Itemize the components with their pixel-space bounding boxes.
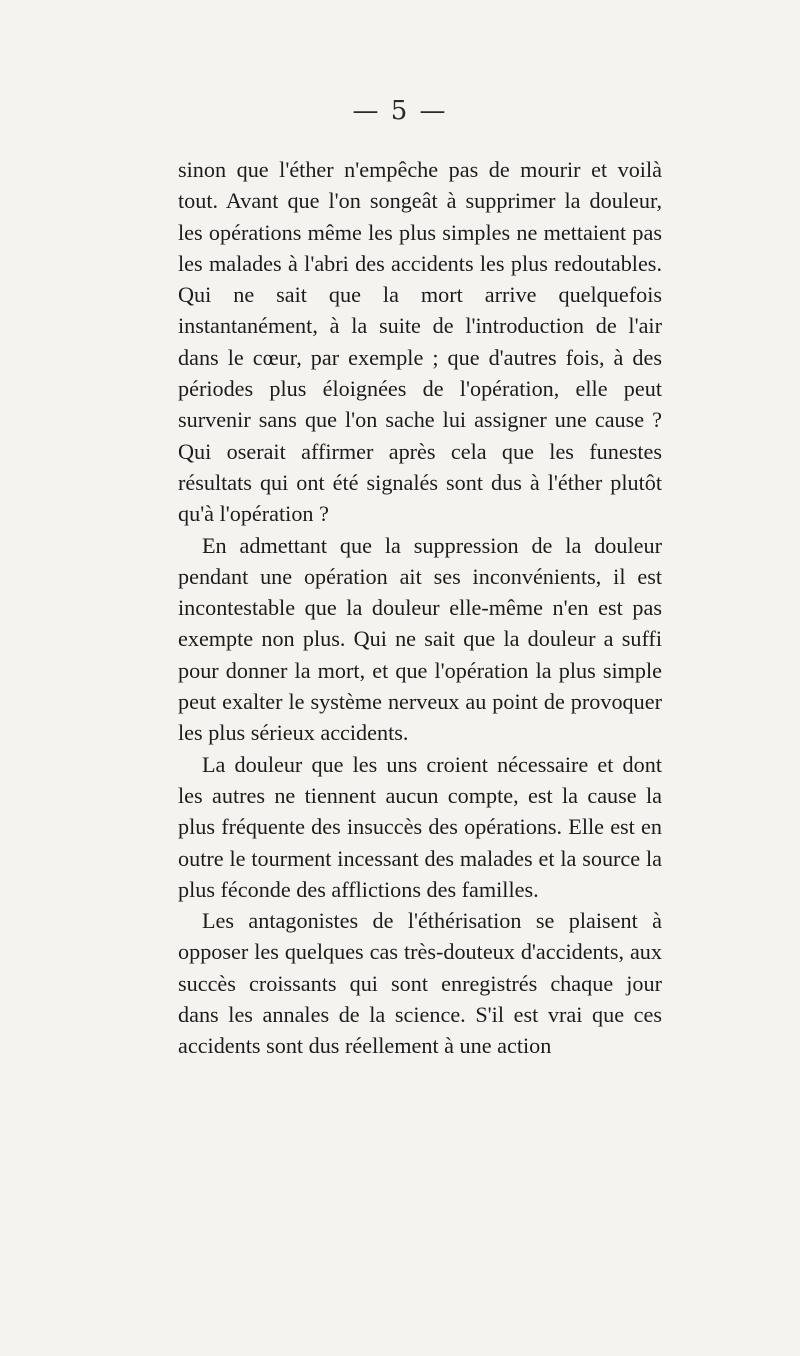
paragraph: La douleur que les uns croient nécessaire et dont les autres ne tiennent aucun compte, est la cause la plus fréquente des insuccès des opérations. Elle est en outre le tourment incessant des malades et la source la plus féconde des afflictions des familles. [178,751,662,902]
paragraph: En admettant que la suppression de la douleur pendant une opération ait ses inconvénients, il est incontestable que la douleur elle-même n'en est pas exempte non plus. Qui ne sait que la douleur a suffi pour donner la mort, et que l'opération la plus simple peut exalter le système nerveux au point de provoquer les plus sérieux accidents. [178,532,662,746]
paragraph: Les antagonistes de l'éthérisation se plaisent à opposer les quelques cas très-douteux d'accidents, aux succès croissants qui sont enregistrés chaque jour dans les annales de la science. S'il est vrai que ces accidents sont dus réellement à une action [178,908,662,1059]
page-number: — 5 — [352,96,448,126]
body-text [178,154,662,1062]
paragraph: sinon que l'éther n'empêche pas de mourir et voilà tout. Avant que l'on songeât à supprimer la douleur, les opérations même les plus simples ne mettaient pas les malades à l'abri des accidents les plus redoutables. Qui ne sait que la mort arrive quelquefois instantanément, à la suite de l'introduction de l'air dans le cœur, par exemple ; que d'autres fois, à des périodes plus éloignées de l'opération, elle peut survenir sans que l'on sache lui assigner une cause ? Qui oserait affirmer après cela que les funestes résultats qui ont été signalés sont dus à l'éther plutôt qu'à l'opération ? [178,157,662,527]
